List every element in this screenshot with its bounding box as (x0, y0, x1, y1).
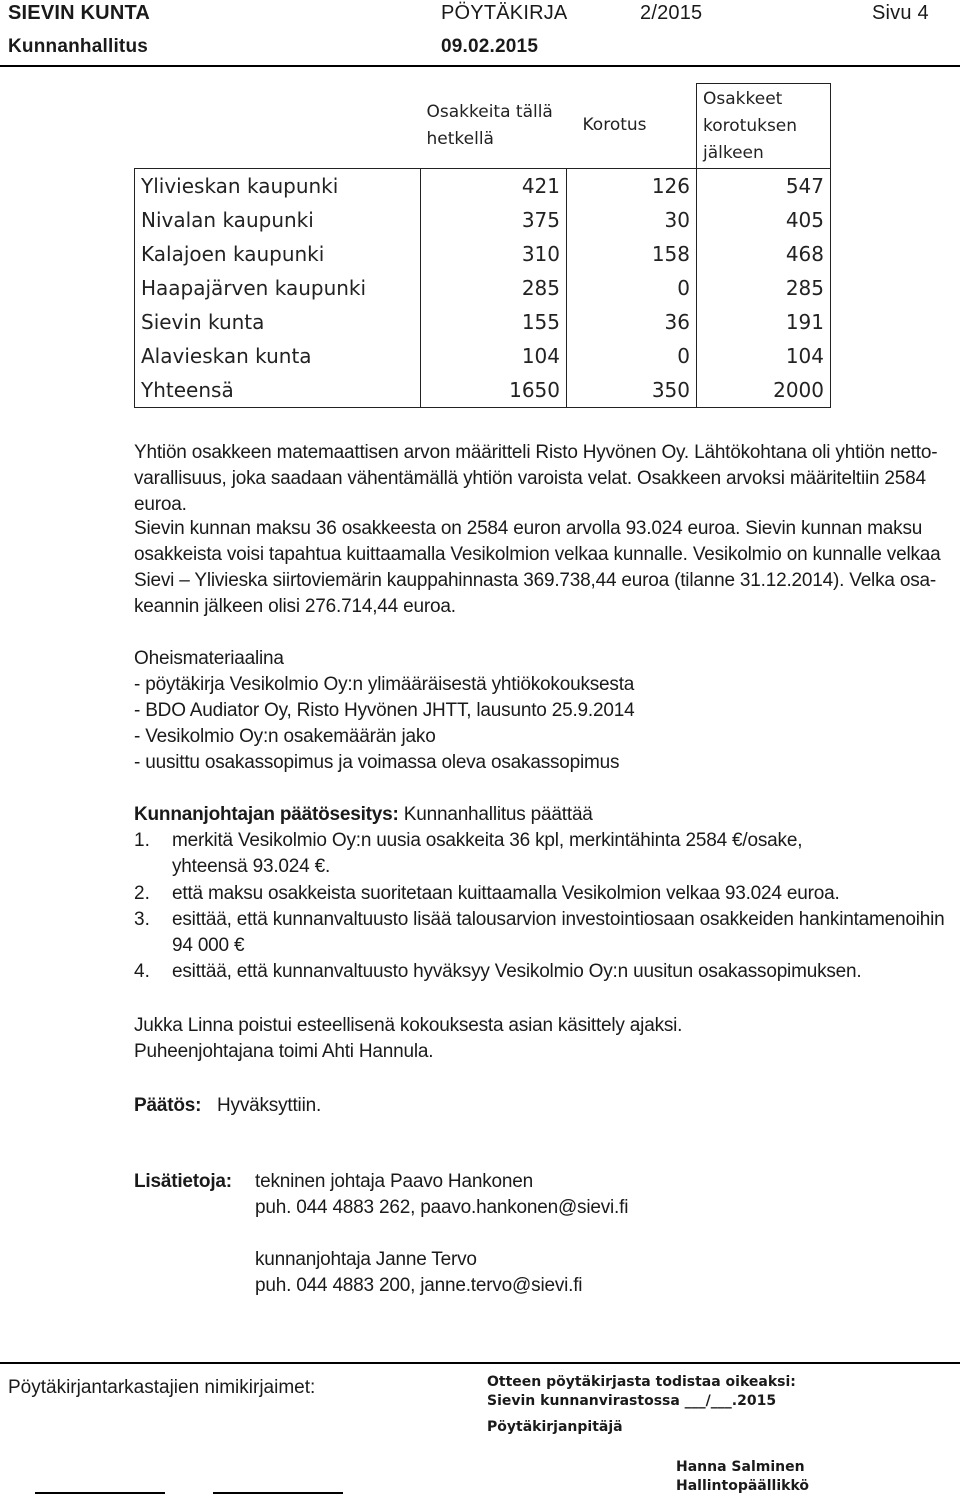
table-cell: 2000 (697, 373, 831, 408)
proposal-line: esittää, että kunnanvaltuusto hyväksyy Vesikolmio Oy:n uusitun osakassopimuksen. (172, 961, 862, 982)
table-cell: Sievin kunta (135, 305, 421, 339)
table-cell: 285 (697, 271, 831, 305)
table-cell: 191 (697, 305, 831, 339)
signer-name: Hanna Salminen (676, 1459, 805, 1475)
table-header-cell (135, 84, 421, 169)
table-cell: 30 (567, 203, 697, 237)
table-header-cell: Osakkeet korotuksen jälkeen (697, 84, 831, 169)
table-cell: 1650 (421, 373, 567, 408)
table-row (135, 203, 831, 237)
proposal-line: merkitä Vesikolmio Oy:n uusia osakkeita 36 kpl, merkintähinta 2584 €/osake, (172, 830, 803, 851)
proposal-intro: Kunnanhallitus päättää (398, 804, 593, 825)
initials-line (35, 1492, 165, 1494)
proposal-label: Kunnanjohtajan päätösesitys: (134, 804, 399, 825)
table-cell: Alavieskan kunta (135, 339, 421, 373)
table-cell: Ylivieskan kaupunki (135, 169, 421, 204)
meeting-body: Kunnanhallitus (8, 36, 149, 57)
doc-type: PÖYTÄKIRJA (441, 2, 568, 24)
paragraph-line: osakkeista voisi tapahtua kuittaamalla Vesikolmion velkaa kunnalle. Vesikolmio on kunnalle velkaa (134, 544, 941, 565)
table-cell: Nivalan kaupunki (135, 203, 421, 237)
table-row (135, 271, 831, 305)
proposal-number: 2. (134, 883, 150, 904)
table-cell: 158 (567, 237, 697, 271)
table-row (135, 339, 831, 373)
proposal-line: 94 000 € (172, 935, 245, 956)
table-cell: 350 (567, 373, 697, 408)
attachments-title: Oheismateriaalina (134, 648, 284, 669)
contact-title: kunnanjohtaja Janne Tervo (255, 1249, 477, 1270)
note-line: Puheenjohtajana toimi Ahti Hannula. (134, 1041, 434, 1062)
info-label: Lisätietoja: (134, 1171, 232, 1192)
contact-details: puh. 044 4883 262, paavo.hankonen@sievi.fi (255, 1197, 629, 1218)
attachment-item: - pöytäkirja Vesikolmio Oy:n ylimääräisestä yhtiökokouksesta (134, 674, 635, 695)
table-cell: 375 (421, 203, 567, 237)
table-cell: 36 (567, 305, 697, 339)
keeper-label: Pöytäkirjanpitäjä (487, 1419, 623, 1435)
signer-title: Hallintopäällikkö (676, 1478, 810, 1494)
header-divider (0, 65, 960, 67)
table-cell: 285 (421, 271, 567, 305)
proposal-number: 3. (134, 909, 150, 930)
certify-line: Otteen pöytäkirjasta todistaa oikeaksi: (487, 1374, 796, 1390)
note-line: Jukka Linna poistui esteellisenä kokouksesta asian käsittely ajaksi. (134, 1015, 683, 1036)
proposal-number: 4. (134, 961, 150, 982)
table-cell: 0 (567, 339, 697, 373)
table-cell: 104 (697, 339, 831, 373)
table-row (135, 237, 831, 271)
table-row (135, 305, 831, 339)
table-cell: 126 (567, 169, 697, 204)
table-cell: 468 (697, 237, 831, 271)
paragraph-line: keannin jälkeen olisi 276.714,44 euroa. (134, 596, 456, 617)
attachment-item: - Vesikolmio Oy:n osakemäärän jako (134, 726, 436, 747)
table-cell: 104 (421, 339, 567, 373)
proposal-line: yhteensä 93.024 €. (172, 856, 331, 877)
attachment-item: - BDO Audiator Oy, Risto Hyvönen JHTT, lausunto 25.9.2014 (134, 700, 635, 721)
table-header-cell: Osakkeita tällä hetkellä (426, 101, 553, 149)
doc-number: 2/2015 (640, 2, 703, 24)
paragraph-line: Yhtiön osakkeen matemaattisen arvon määritteli Risto Hyvönen Oy. Lähtökohtana oli yhtiön netto- (134, 442, 938, 463)
table-cell: 547 (697, 169, 831, 204)
table-cell: 155 (421, 305, 567, 339)
attachment-item: - uusittu osakassopimus ja voimassa oleva osakassopimus (134, 752, 620, 773)
proposal-line: esittää, että kunnanvaltuusto lisää talousarvion investointiosaan osakkeiden hankintamenoihin (172, 909, 945, 930)
meeting-date: 09.02.2015 (441, 36, 539, 57)
org-name: SIEVIN KUNTA (8, 2, 151, 24)
paragraph-line: Sievi – Ylivieska siirtoviemärin kauppahinnasta 369.738,44 euroa (tilanne 31.12.2014). Velka osa- (134, 570, 936, 591)
paragraph-line: varallisuus, joka saadaan vähentämällä yhtiön varoista velat. Osakkeen arvoksi määriteltiin 2584 (134, 468, 926, 489)
footer-divider (0, 1362, 960, 1364)
table-cell: Kalajoen kaupunki (135, 237, 421, 271)
checkers-label: Pöytäkirjantarkastajien nimikirjaimet: (8, 1377, 316, 1398)
table-row (135, 169, 831, 204)
table-cell: Haapajärven kaupunki (135, 271, 421, 305)
table-row-total (135, 373, 831, 408)
proposal-number: 1. (134, 830, 150, 851)
contact-title: tekninen johtaja Paavo Hankonen (255, 1171, 533, 1192)
table-cell: 0 (567, 271, 697, 305)
table-cell: 310 (421, 237, 567, 271)
table-cell: Yhteensä (135, 373, 421, 408)
page-number: Sivu 4 (872, 2, 929, 24)
table-header-row (135, 84, 831, 169)
decision-text: Hyväksyttiin. (217, 1095, 322, 1116)
paragraph-line: Sievin kunnan maksu 36 osakkeesta on 2584 euron arvolla 93.024 euroa. Sievin kunnan maksu (134, 518, 923, 539)
table-cell: 421 (421, 169, 567, 204)
share-table (134, 83, 831, 408)
contact-details: puh. 044 4883 200, janne.tervo@sievi.fi (255, 1275, 583, 1296)
decision-label: Päätös: (134, 1095, 202, 1116)
certify-place: Sievin kunnanvirastossa ___/___.2015 (487, 1393, 777, 1409)
table-header-cell: Korotus (582, 115, 647, 136)
proposal-heading (134, 802, 593, 828)
paragraph-line: euroa. (134, 494, 187, 515)
table-cell: 405 (697, 203, 831, 237)
initials-line (213, 1492, 343, 1494)
proposal-line: että maksu osakkeista suoritetaan kuittaamalla Vesikolmion velkaa 93.024 euroa. (172, 883, 840, 904)
